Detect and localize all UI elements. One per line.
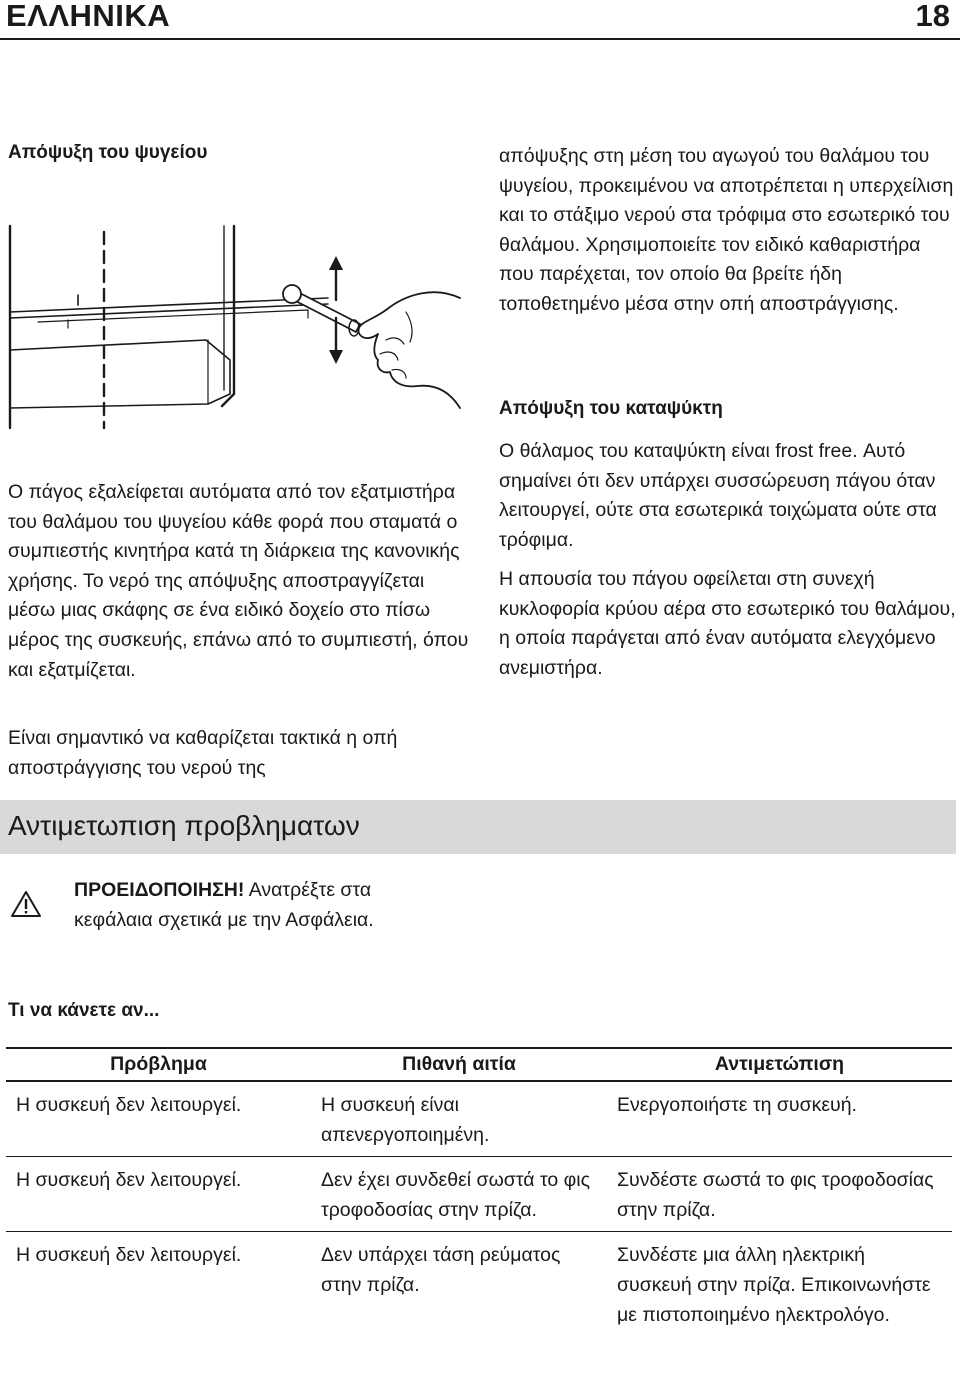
problem-cell: Η συσκευή δεν λειτουργεί. [6,1081,311,1157]
cause-cell: Δεν υπάρχει τάση ρεύματος στην πρίζα. [321,1244,561,1296]
troubleshooting-title: Αντιμετωπιση προβληματων [8,810,360,841]
fridge-defrost-paragraph-2: Είναι σημαντικό να καθαρίζεται τακτικά η οπή αποστράγγισης του νερού της [8,727,398,779]
troubleshooting-table [6,1047,952,1336]
fridge-defrost-paragraph-1: Ο πάγος εξαλείφεται αυτόματα από τον εξατμιστήρα του θαλάμου του ψυγείου κάθε φορά που σταματά ο συμπιεστής κινητήρα κατά τη διάρκεια της κανονικής χρήσης. Το νερό της απόψυξης αποστραγγίζεται μέσω μιας σκάφης σε ένα ειδικό δοχείο στο πίσω μέρος της συσκευής, επάνω από το συμπιεστή, όπου και εξατμίζεται. [8,481,469,681]
table-row [6,1081,952,1157]
fridge-defrost-paragraph-2-continued: απόψυξης στη μέση του αγωγού του θαλάμου του ψυγείου, προκειμένου να αποτρέπεται η υπερχείλιση και το στάξιμο νερού στα τρόφιμα στο εσωτερικό του θαλάμου. Χρησιμοποιείτε τον ειδικό καθαριστήρα που παρέχεται, τον οποίο θα βρείτε ήδη τοποθετημένο μέσα στην οπή αποστράγγισης. [499,145,954,315]
table-row [6,1157,952,1232]
solution-cell: Συνδέστε σωστά το φις τροφοδοσίας στην πρίζα. [607,1157,952,1232]
column-header-cause: Πιθανή αιτία [311,1048,607,1081]
column-header-problem: Πρόβλημα [6,1048,311,1081]
page-number: 18 [915,0,950,33]
warning-notice [74,876,434,935]
solution-cell: Ενεργοποιήστε τη συσκευή. [607,1081,952,1157]
problem-cell: Η συσκευή δεν λειτουργεί. [6,1157,311,1232]
freezer-defrost-paragraph-1: Ο θάλαμος του καταψύκτη είναι frost free. Αυτό σημαίνει ότι δεν υπάρχει συσσώρευση πάγου όταν λειτουργεί, ούτε στα εσωτερικά τοιχώματα ούτε στα τρόφιμα. [499,440,937,551]
warning-triangle-icon [10,890,42,918]
freezer-defrost-heading: Απόψυξη του καταψύκτη [499,398,723,419]
cause-cell: Δεν έχει συνδεθεί σωστά το φις τροφοδοσίας στην πρίζα. [311,1157,607,1232]
freezer-defrost-paragraph-2: Η απουσία του πάγου οφείλεται στη συνεχή κυκλοφορία κρύου αέρα στο εσωτερικό του θαλάμου, η οποία παράγεται από έναν αυτόματα ελεγχόμενο ανεμιστήρα. [499,568,956,679]
fridge-defrost-heading: Απόψυξη του ψυγείου [8,142,208,163]
problem-cell: Η συσκευή δεν λειτουργεί. [16,1244,242,1267]
warning-label: ΠΡΟΕΙΔΟΠΟΙΗΣΗ! [74,879,245,901]
solution-cell: Συνδέστε μια άλλη ηλεκτρική συσκευή στην πρίζα. Επικοινωνήστε με πιστοποιημένο ηλεκτρολόγο. [617,1244,931,1326]
column-header-solution: Αντιμετώπιση [607,1048,952,1081]
fridge-drain-cleaning-illustration [8,222,470,430]
table-row [6,1232,952,1336]
header-divider [0,38,960,40]
cause-cell: Η συσκευή είναι απενεργοποιημένη. [311,1081,607,1157]
table-header-row [6,1048,952,1081]
what-to-do-heading: Τι να κάνετε αν... [8,1000,160,1021]
document-language-header: ΕΛΛΗΝΙΚΑ [6,0,171,33]
warning-text: Ανατρέξτε στα κεφάλαια σχετικά με την Ασφάλεια. [74,879,374,931]
